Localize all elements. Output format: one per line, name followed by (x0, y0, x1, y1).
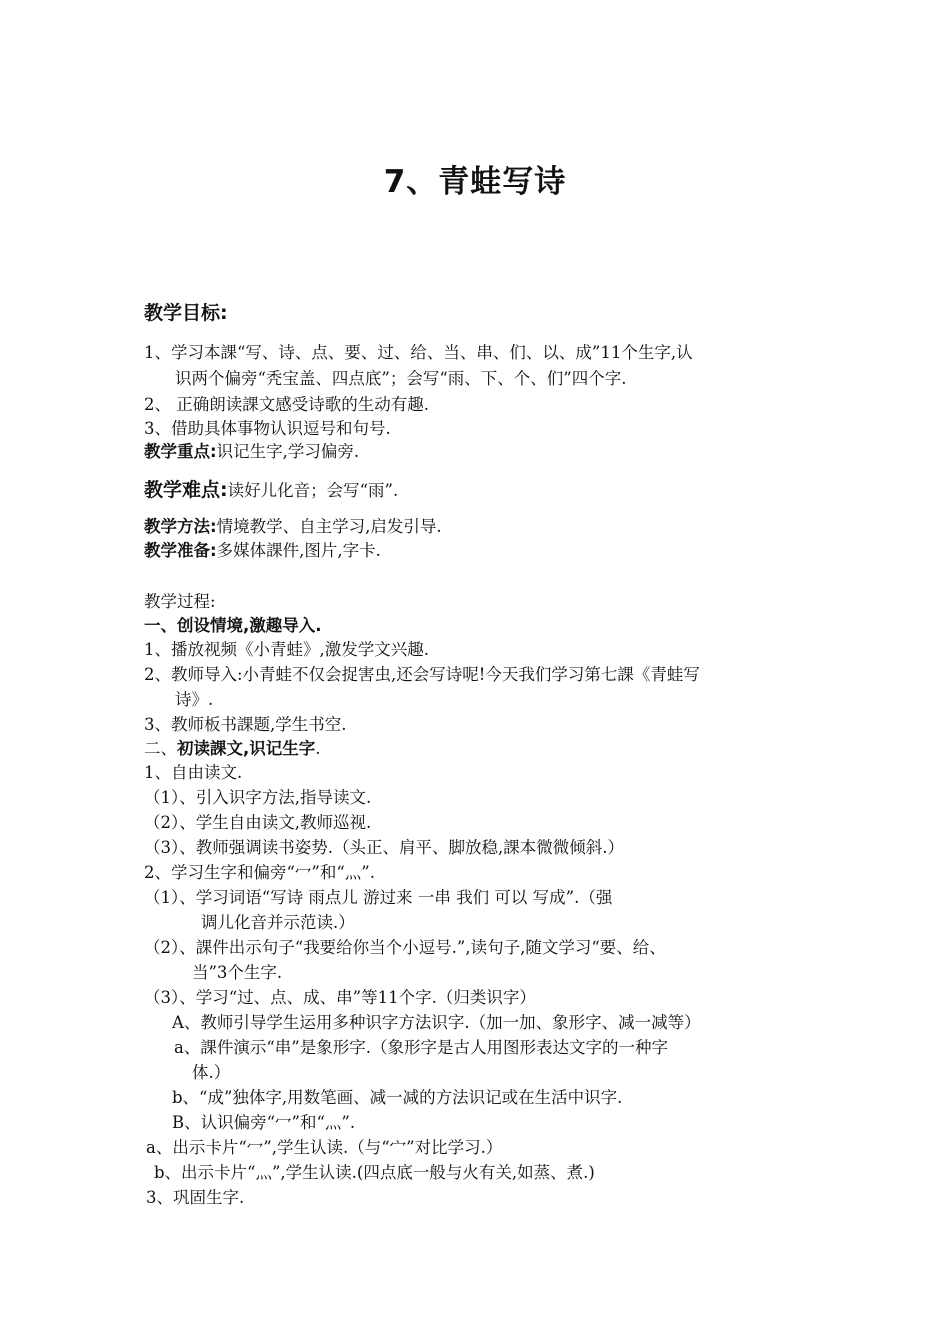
list-item: a、出示卡片“冖”,学生认读.（与“宀”对比学习.） (146, 1138, 503, 1157)
list-item: （2）、課件出示句子“我要给你当个小逗号.”,读句子,随文学习“要、给、 (144, 938, 666, 957)
list-item: 2、学习生字和偏旁“冖”和“灬”. (144, 863, 375, 882)
list-item: b、“成”独体字,用数笔画、减一减的方法识记或在生活中识字. (172, 1088, 623, 1107)
preparation-label: 教学准备: (144, 541, 217, 560)
list-item: 调儿化音并示范读.） (201, 913, 355, 932)
preparation-text: 多媒体課件,图片,字卡. (216, 541, 381, 560)
list-item: 2、教师导入:小青蛙不仅会捉害虫,还会写诗呢!今天我们学习第七課《青蛙写 (144, 665, 700, 684)
list-item: 1、自由读文. (144, 763, 243, 782)
objective-item: 识两个偏旁“秃宝盖、四点底”；会写“雨、下、个、们”四个字. (175, 369, 627, 388)
list-item: （3）、学习“过、点、成、串”等11个字.（归类识字） (144, 988, 536, 1007)
list-item: 诗》. (175, 690, 214, 709)
teaching-preparation (144, 540, 381, 562)
difficulty (144, 479, 398, 502)
section-1-heading: 一、创设情境,激趣导入. (144, 616, 322, 635)
list-item: 当”3个生字. (192, 963, 283, 982)
key-point (144, 441, 359, 463)
teaching-method (144, 516, 442, 538)
difficulty-text: 读好儿化音；会写“雨”. (227, 481, 399, 500)
process-heading: 教学过程: (144, 592, 216, 611)
key-point-label: 教学重点: (144, 442, 217, 461)
list-item: b、出示卡片“灬”,学生认读.(四点底一般与火有关,如蒸、煮.) (154, 1163, 595, 1182)
list-item: （2）、学生自由读文,教师巡视. (144, 813, 372, 832)
list-item: （1）、引入识字方法,指导读文. (144, 788, 372, 807)
objective-item: 2、 正确朗读課文感受诗歌的生动有趣. (144, 395, 429, 414)
objective-item: 3、借助具体事物认识逗号和句号. (144, 419, 391, 438)
section-2-suffix: . (315, 739, 321, 758)
section-2-heading (144, 738, 321, 760)
list-item: 体.） (192, 1063, 231, 1082)
list-item: a、課件演示“串”是象形字.（象形字是古人用图形表达文字的一种字 (174, 1038, 668, 1057)
key-point-text: 识记生字,学习偏旁. (216, 442, 360, 461)
section-2-prefix: 二、 (144, 739, 177, 758)
list-item: 1、播放视频《小青蛙》,激发学文兴趣. (144, 640, 429, 659)
list-item: （3）、教师强调读书姿势.（头正、肩平、脚放稳,課本微微倾斜.） (144, 838, 624, 857)
list-item: B、认识偏旁“冖”和“灬”. (172, 1113, 356, 1132)
method-label: 教学方法: (144, 517, 217, 536)
objectives-heading: 教学目标: (144, 302, 228, 324)
section-2-title: 初读課文,识记生字 (177, 739, 316, 758)
list-item: A、教师引导学生运用多种识字方法识字.（加一加、象形字、减一减等） (172, 1013, 701, 1032)
difficulty-label: 教学难点: (144, 479, 228, 501)
objective-item: 1、学习本課“写、诗、点、要、过、给、当、串、们、以、成”11个生字,认 (144, 343, 693, 362)
method-text: 情境教学、自主学习,启发引导. (216, 517, 442, 536)
list-item: （1）、学习词语“写诗 雨点儿 游过来 一串 我们 可以 写成”.（强 (144, 888, 613, 907)
document-title: 7、青蛙写诗 (383, 164, 567, 200)
list-item: 3、巩固生字. (146, 1188, 245, 1207)
list-item: 3、教师板书課题,学生书空. (144, 715, 347, 734)
